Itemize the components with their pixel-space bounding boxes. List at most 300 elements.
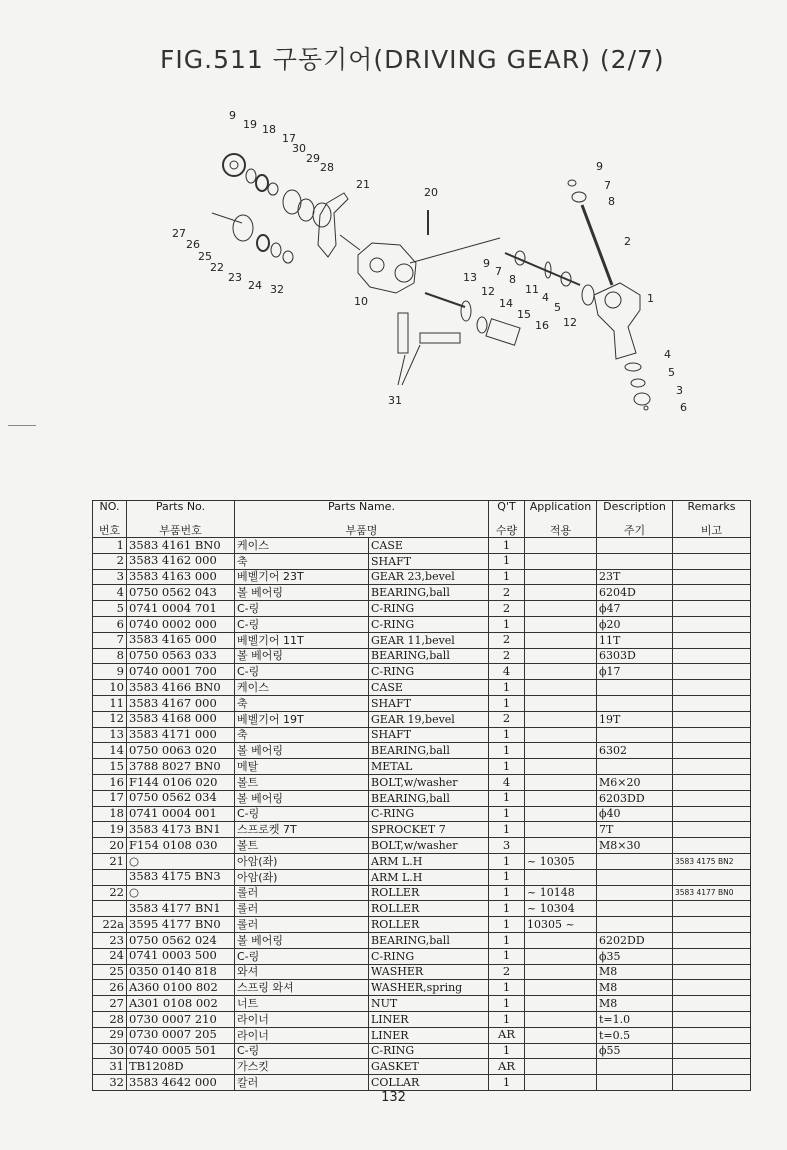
cell-part-number: ○ bbox=[127, 885, 235, 901]
cell-row-number: 20 bbox=[93, 838, 127, 854]
cell-row-number: 24 bbox=[93, 948, 127, 964]
cell-application bbox=[525, 648, 597, 664]
cell-row-number: 18 bbox=[93, 806, 127, 822]
cell-description: 6202DD bbox=[597, 932, 673, 948]
callout-label: 26 bbox=[186, 238, 200, 251]
cell-name-korean: 와셔 bbox=[235, 964, 369, 980]
cell-name-english: GEAR 19,bevel bbox=[369, 711, 489, 727]
cell-remarks bbox=[673, 569, 751, 585]
cell-remarks bbox=[673, 996, 751, 1012]
cell-name-english: SPROCKET 7 bbox=[369, 822, 489, 838]
cell-application bbox=[525, 569, 597, 585]
cell-remarks bbox=[673, 743, 751, 759]
cell-name-korean: 스프링 와셔 bbox=[235, 980, 369, 996]
cell-row-number: 4 bbox=[93, 585, 127, 601]
cell-name-korean: 너트 bbox=[235, 996, 369, 1012]
cell-row-number: 2 bbox=[93, 553, 127, 569]
header-parts-no-kr: 부품번호 bbox=[127, 519, 235, 538]
cell-name-english: SHAFT bbox=[369, 553, 489, 569]
cell-name-english: ARM L.H bbox=[369, 869, 489, 885]
table-row bbox=[93, 964, 751, 980]
cell-row-number: 6 bbox=[93, 616, 127, 632]
cell-row-number: 26 bbox=[93, 980, 127, 996]
cell-name-korean: 볼트 bbox=[235, 838, 369, 854]
cell-description: M8 bbox=[597, 996, 673, 1012]
cell-description bbox=[597, 917, 673, 933]
cell-name-english: GEAR 23,bevel bbox=[369, 569, 489, 585]
cell-remarks bbox=[673, 711, 751, 727]
header-application-kr: 적용 bbox=[525, 519, 597, 538]
cell-remarks bbox=[673, 790, 751, 806]
cell-quantity: 1 bbox=[489, 932, 525, 948]
cell-quantity: 1 bbox=[489, 901, 525, 917]
cell-quantity: 3 bbox=[489, 838, 525, 854]
cell-remarks bbox=[673, 869, 751, 885]
cell-application bbox=[525, 632, 597, 648]
cell-name-korean: 축 bbox=[235, 695, 369, 711]
cell-name-korean: 볼 베어링 bbox=[235, 585, 369, 601]
cell-part-number: 3788 8027 BN0 bbox=[127, 759, 235, 775]
cell-name-korean: C-링 bbox=[235, 1043, 369, 1059]
cell-quantity: 1 bbox=[489, 616, 525, 632]
cell-description: ϕ35 bbox=[597, 948, 673, 964]
cell-quantity: AR bbox=[489, 1027, 525, 1043]
cell-quantity: 1 bbox=[489, 1075, 525, 1091]
cell-remarks bbox=[673, 616, 751, 632]
cell-name-korean: C-링 bbox=[235, 601, 369, 617]
table-row bbox=[93, 822, 751, 838]
cell-remarks bbox=[673, 1043, 751, 1059]
cell-application bbox=[525, 1011, 597, 1027]
cell-name-english: C-RING bbox=[369, 616, 489, 632]
cell-name-english: ROLLER bbox=[369, 917, 489, 933]
cell-part-number: 3583 4166 BN0 bbox=[127, 680, 235, 696]
cell-name-korean: 메탈 bbox=[235, 759, 369, 775]
cell-name-korean: 라이너 bbox=[235, 1027, 369, 1043]
cell-row-number: 32 bbox=[93, 1075, 127, 1091]
cell-description: ϕ20 bbox=[597, 616, 673, 632]
cell-part-number: F154 0108 030 bbox=[127, 838, 235, 854]
callout-label: 9 bbox=[483, 257, 490, 270]
cell-row-number bbox=[93, 901, 127, 917]
cell-row-number: 3 bbox=[93, 569, 127, 585]
cell-part-number: 3583 4171 000 bbox=[127, 727, 235, 743]
cell-quantity: AR bbox=[489, 1059, 525, 1075]
header-parts-name: Parts Name. bbox=[235, 501, 489, 520]
cell-quantity: 4 bbox=[489, 664, 525, 680]
cell-name-english: LINER bbox=[369, 1011, 489, 1027]
cell-application bbox=[525, 1059, 597, 1075]
cell-application bbox=[525, 616, 597, 632]
cell-name-english: SHAFT bbox=[369, 695, 489, 711]
cell-application bbox=[525, 948, 597, 964]
cell-name-english: ROLLER bbox=[369, 885, 489, 901]
cell-row-number: 11 bbox=[93, 695, 127, 711]
cell-part-number: 3583 4168 000 bbox=[127, 711, 235, 727]
cell-description bbox=[597, 759, 673, 775]
cell-description: 6203DD bbox=[597, 790, 673, 806]
cell-quantity: 2 bbox=[489, 648, 525, 664]
cell-application bbox=[525, 774, 597, 790]
cell-quantity: 2 bbox=[489, 601, 525, 617]
callout-label: 23 bbox=[228, 271, 242, 284]
header-qty-kr: 수량 bbox=[489, 519, 525, 538]
cell-application bbox=[525, 964, 597, 980]
cell-description: t=1.0 bbox=[597, 1011, 673, 1027]
cell-description: ϕ17 bbox=[597, 664, 673, 680]
cell-part-number: 3583 4165 000 bbox=[127, 632, 235, 648]
table-row bbox=[93, 1059, 751, 1075]
table-row bbox=[93, 553, 751, 569]
callout-label: 12 bbox=[563, 316, 577, 329]
cell-part-number: 0741 0004 701 bbox=[127, 601, 235, 617]
cell-remarks bbox=[673, 759, 751, 775]
callout-label: 4 bbox=[664, 348, 671, 361]
table-row bbox=[93, 948, 751, 964]
cell-name-korean: C-링 bbox=[235, 616, 369, 632]
cell-name-korean: 축 bbox=[235, 553, 369, 569]
cell-row-number: 7 bbox=[93, 632, 127, 648]
table-row bbox=[93, 538, 751, 554]
exploded-parts-diagram bbox=[0, 95, 787, 425]
cell-quantity: 1 bbox=[489, 885, 525, 901]
cell-row-number: 15 bbox=[93, 759, 127, 775]
header-application: Application bbox=[525, 501, 597, 520]
cell-application bbox=[525, 680, 597, 696]
header-no-kr: 번호 bbox=[93, 519, 127, 538]
cell-remarks bbox=[673, 632, 751, 648]
cell-application bbox=[525, 869, 597, 885]
cell-description bbox=[597, 885, 673, 901]
cell-name-korean: 볼 베어링 bbox=[235, 790, 369, 806]
callout-label: 19 bbox=[243, 118, 257, 131]
cell-quantity: 1 bbox=[489, 869, 525, 885]
cell-name-english: NUT bbox=[369, 996, 489, 1012]
cell-application bbox=[525, 601, 597, 617]
cell-description bbox=[597, 869, 673, 885]
cell-application bbox=[525, 932, 597, 948]
cell-part-number: 0741 0003 500 bbox=[127, 948, 235, 964]
cell-name-english: BEARING,ball bbox=[369, 932, 489, 948]
cell-name-english: BOLT,w/washer bbox=[369, 838, 489, 854]
cell-part-number: 3583 4163 000 bbox=[127, 569, 235, 585]
cell-name-korean: 베벨기어 11T bbox=[235, 632, 369, 648]
page-number: 132 bbox=[381, 1090, 406, 1105]
cell-row-number: 25 bbox=[93, 964, 127, 980]
table-row bbox=[93, 569, 751, 585]
callout-label: 25 bbox=[198, 250, 212, 263]
table-row bbox=[93, 727, 751, 743]
parts-table bbox=[92, 500, 751, 1091]
cell-quantity: 2 bbox=[489, 711, 525, 727]
cell-name-korean: 볼 베어링 bbox=[235, 932, 369, 948]
cell-description: 11T bbox=[597, 632, 673, 648]
cell-part-number: 0350 0140 818 bbox=[127, 964, 235, 980]
cell-name-korean: 아암(좌) bbox=[235, 869, 369, 885]
cell-remarks bbox=[673, 822, 751, 838]
table-row bbox=[93, 585, 751, 601]
cell-part-number: 0750 0562 024 bbox=[127, 932, 235, 948]
cell-row-number: 28 bbox=[93, 1011, 127, 1027]
cell-remarks bbox=[673, 1027, 751, 1043]
callout-label: 16 bbox=[535, 319, 549, 332]
callout-label: 9 bbox=[229, 109, 236, 122]
cell-name-korean: C-링 bbox=[235, 664, 369, 680]
callout-label: 11 bbox=[525, 283, 539, 296]
cell-row-number: 22 bbox=[93, 885, 127, 901]
table-row bbox=[93, 664, 751, 680]
callout-label: 7 bbox=[495, 265, 502, 278]
cell-application bbox=[525, 996, 597, 1012]
cell-quantity: 2 bbox=[489, 632, 525, 648]
cell-application bbox=[525, 806, 597, 822]
cell-part-number: 3583 4642 000 bbox=[127, 1075, 235, 1091]
table-row bbox=[93, 838, 751, 854]
cell-name-english: SHAFT bbox=[369, 727, 489, 743]
cell-quantity: 1 bbox=[489, 680, 525, 696]
cell-remarks bbox=[673, 1075, 751, 1091]
callout-label: 22 bbox=[210, 261, 224, 274]
table-row bbox=[93, 901, 751, 917]
cell-name-english: C-RING bbox=[369, 664, 489, 680]
table-row bbox=[93, 711, 751, 727]
cell-description: ϕ40 bbox=[597, 806, 673, 822]
callout-label: 30 bbox=[292, 142, 306, 155]
cell-remarks bbox=[673, 680, 751, 696]
cell-name-korean: 롤러 bbox=[235, 885, 369, 901]
callout-label: 6 bbox=[680, 401, 687, 414]
cell-remarks bbox=[673, 964, 751, 980]
callout-label: 10 bbox=[354, 295, 368, 308]
callout-label: 29 bbox=[306, 152, 320, 165]
cell-name-english: C-RING bbox=[369, 1043, 489, 1059]
cell-remarks bbox=[673, 917, 751, 933]
cell-part-number: 3583 4173 BN1 bbox=[127, 822, 235, 838]
cell-quantity: 1 bbox=[489, 743, 525, 759]
cell-remarks: 3583 4177 BN0 bbox=[673, 885, 751, 901]
cell-name-english: BEARING,ball bbox=[369, 585, 489, 601]
cell-application bbox=[525, 1027, 597, 1043]
callout-label: 5 bbox=[668, 366, 675, 379]
table-row bbox=[93, 790, 751, 806]
cell-name-english: CASE bbox=[369, 538, 489, 554]
cell-row-number: 22a bbox=[93, 917, 127, 933]
cell-name-korean: 케이스 bbox=[235, 538, 369, 554]
cell-description: ϕ47 bbox=[597, 601, 673, 617]
cell-name-korean: 롤러 bbox=[235, 901, 369, 917]
cell-description: M8 bbox=[597, 964, 673, 980]
cell-description bbox=[597, 695, 673, 711]
cell-application: ~ 10148 bbox=[525, 885, 597, 901]
table-row bbox=[93, 806, 751, 822]
cell-name-english: METAL bbox=[369, 759, 489, 775]
cell-name-korean: 베벨기어 19T bbox=[235, 711, 369, 727]
callout-label: 14 bbox=[499, 297, 513, 310]
cell-row-number: 27 bbox=[93, 996, 127, 1012]
cell-description bbox=[597, 538, 673, 554]
cell-part-number: ○ bbox=[127, 853, 235, 869]
cell-remarks bbox=[673, 553, 751, 569]
cell-description bbox=[597, 853, 673, 869]
cell-application bbox=[525, 664, 597, 680]
cell-name-korean: 스프로켓 7T bbox=[235, 822, 369, 838]
cell-row-number: 5 bbox=[93, 601, 127, 617]
callout-label: 12 bbox=[481, 285, 495, 298]
cell-row-number: 16 bbox=[93, 774, 127, 790]
cell-remarks bbox=[673, 1059, 751, 1075]
cell-name-english: BOLT,w/washer bbox=[369, 774, 489, 790]
header-description-kr: 주기 bbox=[597, 519, 673, 538]
cell-name-english: BEARING,ball bbox=[369, 743, 489, 759]
cell-name-english: ROLLER bbox=[369, 901, 489, 917]
cell-application bbox=[525, 585, 597, 601]
callout-label: 18 bbox=[262, 123, 276, 136]
cell-application bbox=[525, 822, 597, 838]
cell-description: 23T bbox=[597, 569, 673, 585]
cell-name-korean: 칼러 bbox=[235, 1075, 369, 1091]
cell-quantity: 1 bbox=[489, 695, 525, 711]
cell-name-korean: 케이스 bbox=[235, 680, 369, 696]
callout-label: 24 bbox=[248, 279, 262, 292]
callout-label: 4 bbox=[542, 291, 549, 304]
cell-part-number: 3583 4177 BN1 bbox=[127, 901, 235, 917]
cell-remarks bbox=[673, 664, 751, 680]
cell-name-korean: 아암(좌) bbox=[235, 853, 369, 869]
cell-description: M8 bbox=[597, 980, 673, 996]
cell-name-korean: C-링 bbox=[235, 948, 369, 964]
callout-label: 3 bbox=[676, 384, 683, 397]
cell-name-korean: 볼 베어링 bbox=[235, 648, 369, 664]
cell-application bbox=[525, 727, 597, 743]
cell-quantity: 1 bbox=[489, 948, 525, 964]
cell-quantity: 1 bbox=[489, 996, 525, 1012]
cell-description: M8×30 bbox=[597, 838, 673, 854]
cell-remarks bbox=[673, 980, 751, 996]
cell-row-number: 12 bbox=[93, 711, 127, 727]
cell-part-number: A360 0100 802 bbox=[127, 980, 235, 996]
cell-part-number: 3595 4177 BN0 bbox=[127, 917, 235, 933]
cell-description: ϕ55 bbox=[597, 1043, 673, 1059]
cell-description bbox=[597, 680, 673, 696]
cell-description bbox=[597, 553, 673, 569]
cell-quantity: 1 bbox=[489, 806, 525, 822]
header-qty: Q'T bbox=[489, 501, 525, 520]
cell-application bbox=[525, 759, 597, 775]
cell-description: t=0.5 bbox=[597, 1027, 673, 1043]
cell-remarks bbox=[673, 838, 751, 854]
table-row bbox=[93, 632, 751, 648]
table-row bbox=[93, 996, 751, 1012]
cell-application bbox=[525, 980, 597, 996]
cell-quantity: 1 bbox=[489, 553, 525, 569]
cell-quantity: 1 bbox=[489, 853, 525, 869]
cell-name-korean: C-링 bbox=[235, 806, 369, 822]
cell-name-korean: 볼 베어링 bbox=[235, 743, 369, 759]
table-row bbox=[93, 853, 751, 869]
cell-row-number: 8 bbox=[93, 648, 127, 664]
table-row bbox=[93, 680, 751, 696]
callout-label: 15 bbox=[517, 308, 531, 321]
cell-name-english: WASHER bbox=[369, 964, 489, 980]
cell-part-number: 0730 0007 210 bbox=[127, 1011, 235, 1027]
cell-remarks bbox=[673, 648, 751, 664]
parts-table-body bbox=[93, 538, 751, 1091]
header-remarks-kr: 비고 bbox=[673, 519, 751, 538]
cell-quantity: 4 bbox=[489, 774, 525, 790]
cell-row-number: 23 bbox=[93, 932, 127, 948]
header-parts-no: Parts No. bbox=[127, 501, 235, 520]
cell-quantity: 1 bbox=[489, 822, 525, 838]
cell-name-english: LINER bbox=[369, 1027, 489, 1043]
cell-application bbox=[525, 790, 597, 806]
cell-quantity: 1 bbox=[489, 980, 525, 996]
cell-application bbox=[525, 711, 597, 727]
cell-remarks: 3583 4175 BN2 bbox=[673, 853, 751, 869]
callout-label: 20 bbox=[424, 186, 438, 199]
cell-description bbox=[597, 1075, 673, 1091]
table-row bbox=[93, 869, 751, 885]
table-row bbox=[93, 759, 751, 775]
callout-label: 9 bbox=[596, 160, 603, 173]
callout-label: 8 bbox=[608, 195, 615, 208]
table-row bbox=[93, 1011, 751, 1027]
cell-quantity: 2 bbox=[489, 964, 525, 980]
cell-remarks bbox=[673, 727, 751, 743]
table-row bbox=[93, 885, 751, 901]
cell-part-number: 3583 4167 000 bbox=[127, 695, 235, 711]
cell-application bbox=[525, 1043, 597, 1059]
table-row bbox=[93, 601, 751, 617]
cell-application bbox=[525, 695, 597, 711]
cell-part-number: 3583 4162 000 bbox=[127, 553, 235, 569]
header-remarks: Remarks bbox=[673, 501, 751, 520]
cell-name-korean: 라이너 bbox=[235, 1011, 369, 1027]
callout-label: 17 bbox=[282, 132, 296, 145]
cell-name-korean: 베벨기어 23T bbox=[235, 569, 369, 585]
cell-application bbox=[525, 538, 597, 554]
cell-quantity: 2 bbox=[489, 585, 525, 601]
cell-application bbox=[525, 1075, 597, 1091]
cell-quantity: 1 bbox=[489, 1011, 525, 1027]
table-row bbox=[93, 743, 751, 759]
cell-name-english: CASE bbox=[369, 680, 489, 696]
callout-label: 31 bbox=[388, 394, 402, 407]
cell-application: 10305 ~ bbox=[525, 917, 597, 933]
callout-label: 5 bbox=[554, 301, 561, 314]
callout-label: 1 bbox=[647, 292, 654, 305]
callout-label: 32 bbox=[270, 283, 284, 296]
cell-part-number: A301 0108 002 bbox=[127, 996, 235, 1012]
cell-application bbox=[525, 743, 597, 759]
cell-name-english: BEARING,ball bbox=[369, 648, 489, 664]
cell-description bbox=[597, 901, 673, 917]
cell-name-english: GEAR 11,bevel bbox=[369, 632, 489, 648]
cell-description: 6302 bbox=[597, 743, 673, 759]
table-row bbox=[93, 917, 751, 933]
cell-part-number: 0750 0562 043 bbox=[127, 585, 235, 601]
cell-name-korean: 가스킷 bbox=[235, 1059, 369, 1075]
cell-row-number: 17 bbox=[93, 790, 127, 806]
cell-name-english: C-RING bbox=[369, 948, 489, 964]
callout-label: 7 bbox=[604, 179, 611, 192]
cell-name-english: BEARING,ball bbox=[369, 790, 489, 806]
cell-part-number: 0740 0001 700 bbox=[127, 664, 235, 680]
cell-part-number: 0741 0004 001 bbox=[127, 806, 235, 822]
page-title: FIG.511 구동기어(DRIVING GEAR) (2/7) bbox=[160, 45, 665, 74]
cell-description: 6204D bbox=[597, 585, 673, 601]
cell-remarks bbox=[673, 901, 751, 917]
cell-row-number: 10 bbox=[93, 680, 127, 696]
